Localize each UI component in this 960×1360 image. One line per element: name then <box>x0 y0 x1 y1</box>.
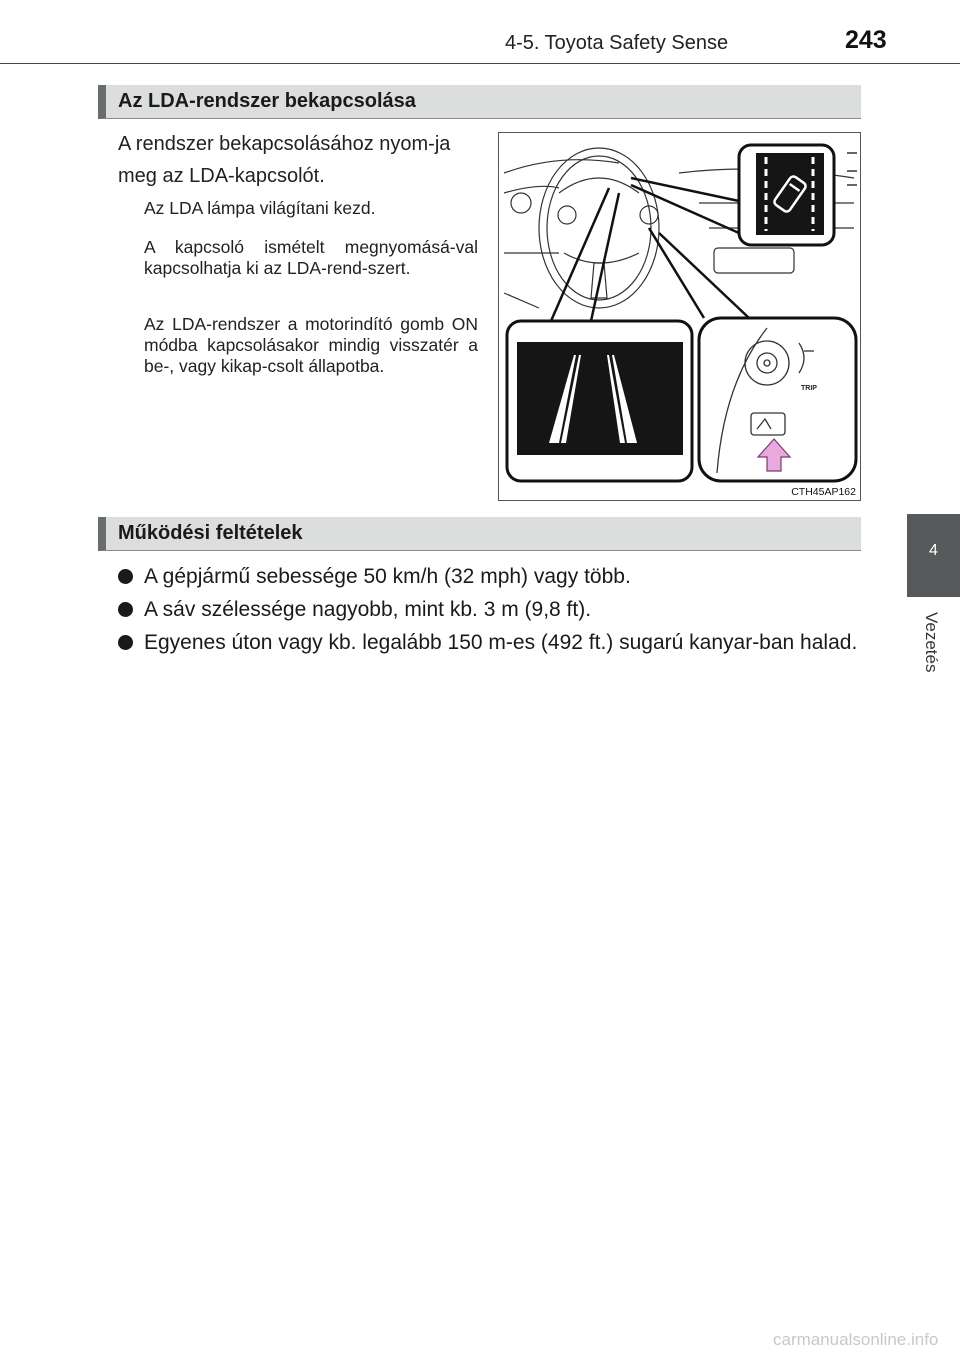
header-divider <box>0 63 960 64</box>
lda-figure <box>498 132 861 501</box>
list-item <box>118 593 860 626</box>
section-heading-conditions <box>98 517 861 551</box>
header-section-title: 4-5. Toyota Safety Sense <box>505 32 729 54</box>
intro-paragraph: A rendszer bekapcsolásához nyom-ja meg az LDA-kapcsolót. <box>118 133 451 187</box>
page-number: 243 <box>845 26 887 54</box>
chapter-label: Vezetés <box>922 612 941 673</box>
section-heading-text: Működési feltételek <box>118 522 303 544</box>
list-item-text: A gépjármű sebessége 50 km/h (32 mph) vagy több. <box>144 565 631 588</box>
figure-code: CTH45AP162 <box>791 486 856 498</box>
bullet-icon <box>118 602 133 617</box>
section-heading-text: Az LDA-rendszer bekapcsolása <box>118 90 416 112</box>
chapter-tab <box>907 514 960 597</box>
note-switch-off: A kapcsoló ismételt megnyomásá-val kapcsolhatja ki az LDA-rend-szert. <box>144 237 478 278</box>
chapter-number: 4 <box>929 542 938 559</box>
bullet-icon <box>118 635 133 650</box>
list-item <box>118 626 860 659</box>
note-restore-state: Az LDA-rendszer a motorindító gomb ON módba kapcsolásakor mindig visszatér a be-, vagy kikap-csolt állapotba. <box>144 314 478 376</box>
lane-marking-icon <box>517 342 683 455</box>
switch-trip-label: TRIP <box>801 385 817 392</box>
conditions-list <box>118 560 860 659</box>
dashboard-illustration <box>499 133 862 502</box>
note-lamp: Az LDA lámpa világítani kezd. <box>144 198 376 218</box>
bullet-icon <box>118 569 133 584</box>
list-item-text: A sáv szélessége nagyobb, mint kb. 3 m (9,8 ft). <box>144 598 592 621</box>
list-item <box>118 560 860 593</box>
section-heading-lda-activation <box>98 85 861 119</box>
watermark: carmanualsonline.info <box>773 1330 939 1349</box>
list-item-text: Egyenes úton vagy kb. legalább 150 m-es (492 ft.) sugarú kanyar-ban halad. <box>144 631 858 654</box>
